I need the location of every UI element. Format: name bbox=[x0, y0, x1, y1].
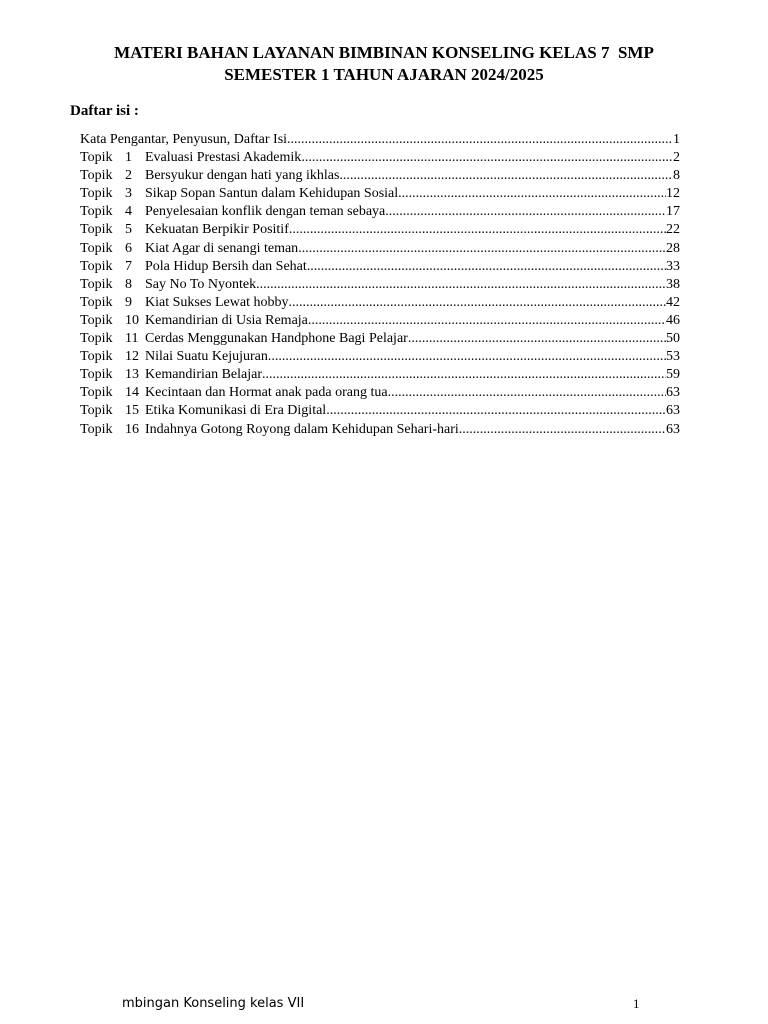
toc-entry-title: Indahnya Gotong Royong dalam Kehidupan Sehari-hari bbox=[145, 421, 459, 437]
toc-leader-dots bbox=[268, 348, 666, 366]
toc-page-number: 8 bbox=[673, 168, 680, 184]
footer-text: mbingan Konseling kelas VII bbox=[122, 996, 305, 1011]
toc-topic-number: 11 bbox=[125, 331, 139, 347]
toc-entry-title: Kiat Agar di senangi teman bbox=[145, 240, 299, 256]
toc-entry-label bbox=[80, 276, 256, 294]
toc-topic-number: 10 bbox=[125, 312, 139, 328]
toc-entry-label bbox=[80, 312, 308, 330]
toc-page-number: 22 bbox=[666, 222, 680, 238]
toc-topic-number: 15 bbox=[125, 403, 139, 419]
toc-leader-dots bbox=[408, 330, 666, 348]
toc-entry-title: Kemandirian Belajar bbox=[145, 367, 263, 383]
toc-row-intro bbox=[80, 131, 680, 149]
toc-row bbox=[80, 258, 680, 276]
footer-page-number: 1 bbox=[633, 996, 640, 1011]
toc-row bbox=[80, 294, 680, 312]
toc-row bbox=[80, 276, 680, 294]
toc-leader-dots bbox=[288, 294, 666, 312]
toc-leader-dots bbox=[307, 258, 666, 276]
toc-topic-word: Topik bbox=[80, 240, 113, 256]
toc-page-number: 12 bbox=[666, 186, 680, 202]
toc-leader-dots bbox=[459, 421, 666, 439]
toc-page-number: 1 bbox=[673, 132, 680, 147]
toc-topic-number: 12 bbox=[125, 349, 139, 365]
toc-topic-number: 9 bbox=[125, 294, 132, 310]
toc-page-number: 17 bbox=[666, 204, 680, 220]
toc-leader-dots bbox=[301, 149, 673, 167]
toc-entry-label bbox=[80, 203, 385, 221]
toc-page-number: 42 bbox=[666, 294, 680, 310]
toc-row bbox=[80, 402, 680, 420]
toc-page-number: 63 bbox=[666, 421, 680, 437]
toc-entry-title: Kiat Sukses Lewat hobby bbox=[145, 294, 289, 310]
toc-page-number: 53 bbox=[666, 349, 680, 365]
toc-entry-title: Kemandirian di Usia Remaja bbox=[145, 312, 308, 328]
toc-items bbox=[80, 149, 680, 439]
toc-topic-word: Topik bbox=[80, 403, 113, 419]
toc-topic-word: Topik bbox=[80, 186, 113, 202]
toc-leader-dots bbox=[262, 366, 666, 384]
toc-row bbox=[80, 330, 680, 348]
toc-page-number: 38 bbox=[666, 276, 680, 292]
toc-row bbox=[80, 366, 680, 384]
toc-entry-label bbox=[80, 384, 388, 402]
toc-topic-word: Topik bbox=[80, 204, 113, 220]
toc-topic-word: Topik bbox=[80, 168, 113, 184]
toc-topic-number: 2 bbox=[125, 168, 132, 184]
toc-page-number: 46 bbox=[666, 312, 680, 328]
toc-topic-number: 3 bbox=[125, 186, 132, 202]
toc-topic-number: 1 bbox=[125, 150, 132, 166]
toc-topic-word: Topik bbox=[80, 294, 113, 310]
toc-row bbox=[80, 185, 680, 203]
toc-topic-number: 14 bbox=[125, 385, 139, 401]
toc-entry-label bbox=[80, 149, 301, 167]
toc-entry-title: Kekuatan Berpikir Positif bbox=[145, 222, 289, 238]
toc-topic-number: 6 bbox=[125, 240, 132, 256]
toc-row bbox=[80, 384, 680, 402]
toc-row bbox=[80, 167, 680, 185]
toc-page-number: 50 bbox=[666, 331, 680, 347]
toc-entry-label bbox=[80, 221, 289, 239]
toc-row bbox=[80, 203, 680, 221]
toc-leader-dots bbox=[385, 203, 666, 221]
toc-topic-number: 8 bbox=[125, 276, 132, 292]
toc-entry-label bbox=[80, 258, 307, 276]
toc-row bbox=[80, 149, 680, 167]
toc-leader-dots bbox=[398, 185, 666, 203]
toc-entry-title: Pola Hidup Bersih dan Sehat bbox=[145, 258, 307, 274]
toc-topic-number: 5 bbox=[125, 222, 132, 238]
toc-page-number: 59 bbox=[666, 367, 680, 383]
toc-entry-label bbox=[80, 421, 459, 439]
toc-topic-word: Topik bbox=[80, 385, 113, 401]
toc-row bbox=[80, 421, 680, 439]
toc-entry-title: Cerdas Menggunakan Handphone Bagi Pelajar bbox=[145, 331, 408, 347]
toc-topic-number: 16 bbox=[125, 421, 139, 437]
toc-entry-title: Kata Pengantar, Penyusun, Daftar Isi bbox=[80, 132, 288, 147]
toc-topic-word: Topik bbox=[80, 421, 113, 437]
toc-leader-dots bbox=[388, 384, 666, 402]
toc-entry-title: Bersyukur dengan hati yang ikhlas bbox=[145, 168, 340, 184]
toc-entry-label bbox=[80, 185, 398, 203]
toc-entry-title: Sikap Sopan Santun dalam Kehidupan Sosial bbox=[145, 186, 399, 202]
toc-page-number: 33 bbox=[666, 258, 680, 274]
toc-topic-number: 13 bbox=[125, 367, 139, 383]
toc-entry-title: Etika Komunikasi di Era Digital bbox=[145, 403, 327, 419]
toc-leader-dots bbox=[308, 312, 666, 330]
toc-topic-word: Topik bbox=[80, 222, 113, 238]
toc-page-number: 63 bbox=[666, 385, 680, 401]
toc-entry-title: Evaluasi Prestasi Akademik bbox=[145, 150, 302, 166]
toc-entry-label bbox=[80, 167, 339, 185]
toc-entry-title: Penyelesaian konflik dengan teman sebaya bbox=[145, 204, 386, 220]
document-title bbox=[0, 42, 768, 86]
toc-leader-dots bbox=[339, 167, 673, 185]
toc-topic-word: Topik bbox=[80, 150, 113, 166]
toc-topic-number: 7 bbox=[125, 258, 132, 274]
toc-topic-word: Topik bbox=[80, 349, 113, 365]
title-line-2: SEMESTER 1 TAHUN AJARAN 2024/2025 bbox=[224, 65, 544, 84]
toc-page-number: 28 bbox=[666, 240, 680, 256]
toc-leader-dots bbox=[256, 276, 666, 294]
toc-entry-title: Kecintaan dan Hormat anak pada orang tua bbox=[145, 385, 388, 401]
toc-entry-label bbox=[80, 294, 288, 312]
toc-entry-title: Say No To Nyontek bbox=[145, 276, 257, 292]
toc-row bbox=[80, 221, 680, 239]
title-line-1: MATERI BAHAN LAYANAN BIMBINAN KONSELING KELAS 7 SMP bbox=[114, 43, 654, 62]
toc-topic-word: Topik bbox=[80, 331, 113, 347]
toc-topic-word: Topik bbox=[80, 276, 113, 292]
toc-leader-dots bbox=[287, 131, 673, 149]
toc-heading: Daftar isi : bbox=[70, 103, 139, 119]
toc-leader-dots bbox=[326, 402, 666, 420]
toc-page-number: 63 bbox=[666, 403, 680, 419]
toc-row bbox=[80, 240, 680, 258]
toc-leader-dots bbox=[298, 240, 666, 258]
toc-topic-word: Topik bbox=[80, 258, 113, 274]
toc-topic-word: Topik bbox=[80, 367, 113, 383]
toc-entry-title: Nilai Suatu Kejujuran bbox=[145, 349, 268, 365]
toc-leader-dots bbox=[289, 221, 666, 239]
toc-entry-label bbox=[80, 348, 268, 366]
toc-entry-label bbox=[80, 366, 262, 384]
table-of-contents bbox=[80, 131, 680, 439]
toc-entry-label bbox=[80, 240, 298, 258]
toc-topic-number: 4 bbox=[125, 204, 132, 220]
toc-page-number: 2 bbox=[673, 150, 680, 166]
toc-entry-label bbox=[80, 330, 408, 348]
toc-row bbox=[80, 312, 680, 330]
toc-entry-label bbox=[80, 402, 326, 420]
toc-topic-word: Topik bbox=[80, 312, 113, 328]
toc-row bbox=[80, 348, 680, 366]
